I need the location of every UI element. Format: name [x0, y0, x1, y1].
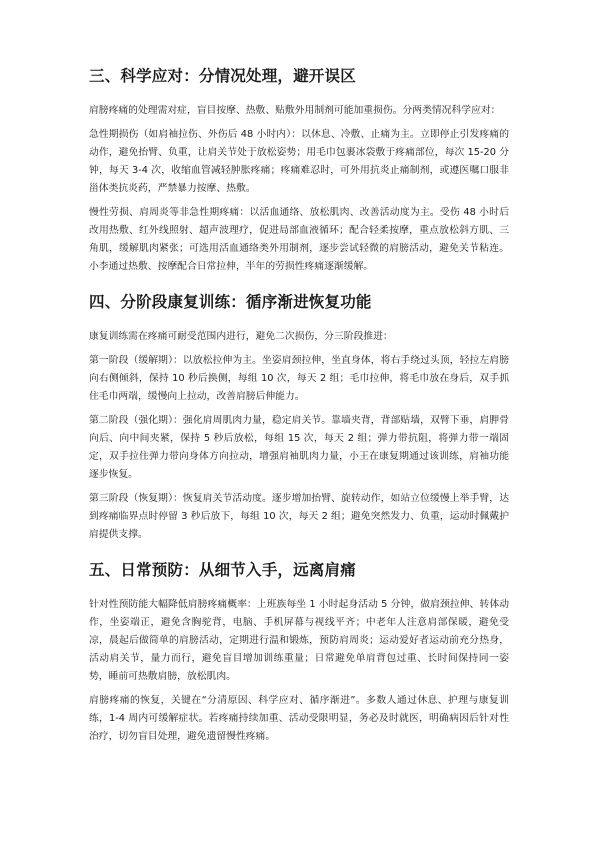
- section-3-paragraph-3: 慢性劳损、肩周炎等非急性期疼痛：以活血通络、放松肌肉、改善活动度为主。受伤 48 小时后改用热敷、红外线照射、超声波理疗，促进局部血液循环；配合轻柔按摩，重点放松斜方肌、三角肌，缓解肌肉紧张；可选用活血通络类外用制剂，逐步尝试轻微的肩膀活动，避免关节粘连。小李通过热敷、按摩配合日常拉伸，半年的劳损性疼痛逐渐缓解。: [89, 207, 509, 272]
- section-heading-4: 四、分阶段康复训练：循序渐进恢复功能: [89, 293, 372, 311]
- section-4-paragraph-3: 第二阶段（强化期）：强化肩周肌肉力量，稳定肩关节。靠墙夹背，背部贴墙，双臂下垂，肩胛骨向后、向中间夹紧，保持 5 秒后放松，每组 15 次，每天 2 组；弹力带抗阻，将弹力带一端固定，双手拉住弹力带向身体方向拉动，增强肩袖肌肉力量，小王在康复期通过该训练，肩袖功能逐步恢复。: [89, 415, 509, 480]
- section-5-paragraph-1: 针对性预防能大幅降低肩膀疼痛概率：上班族每坐 1 小时起身活动 5 分钟，做肩颈拉伸、转体动作，坐姿端正，避免含胸驼背，电脑、手机屏幕与视线平齐；中老年人注意肩部保暖，避免受凉，晨起后做简单的肩膀活动，定期进行温和锻炼，预防肩周炎；运动爱好者运动前充分热身，活动肩关节，量力而行，避免盲目增加训练重量；日常避免单肩背包过重、长时间保持同一姿势，睡前可热敷肩膀，放松肌肉。: [89, 599, 509, 682]
- section-heading-5: 五、日常预防：从细节入手，远离肩痛: [89, 561, 356, 579]
- section-3-paragraph-2: 急性期损伤（如肩袖拉伤、外伤后 48 小时内）：以休息、冷敷、止痛为主。立即停止引发疼痛的动作，避免抬臂、负重，让肩关节处于放松姿势；用毛巾包裹冰袋敷于疼痛部位，每次 15-20 分钟，每天 3-4 次，收缩血管减轻肿胀疼痛；疼痛难忍时，可外用抗炎止痛制剂，或遵医嘱口服非甾体类抗炎药，严禁暴力按摩、热敷。: [89, 129, 509, 194]
- section-3-paragraph-1: 肩膀疼痛的处理需对症，盲目按摩、热敷、贴敷外用制剂可能加重损伤。分两类情况科学应对：: [89, 105, 501, 116]
- section-5-paragraph-2: 肩膀疼痛的恢复，关键在“分清原因、科学应对、循序渐进”。多数人通过休息、护理与康复训练，1-4 周内可缓解症状。若疼痛持续加重、活动受限明显，务必及时就医，明确病因后针对性治疗，切勿盲目处理，避免遗留慢性疼痛。: [89, 695, 509, 742]
- section-4-paragraph-2: 第一阶段（缓解期）：以放松拉伸为主。坐姿肩颈拉伸，坐直身体，将右手绕过头顶，轻拉左肩膀向右侧倾斜，保持 10 秒后换侧，每组 10 次，每天 2 组；毛巾拉伸，将毛巾放在身后，双手抓住毛巾两端，缓慢向上拉动，改善肩膀后伸能力。: [89, 355, 509, 402]
- section-4-paragraph-4: 第三阶段（恢复期）：恢复肩关节活动度。逐步增加抬臂、旋转动作，如站立位缓慢上举手臂，达到疼痛临界点时停留 3 秒后放下，每组 10 次，每天 2 组；避免突然发力、负重，运动时佩戴护肩提供支撑。: [89, 493, 509, 540]
- section-4-paragraph-1: 康复训练需在疼痛可耐受范围内进行，避免二次损伤，分三阶段推进：: [89, 331, 393, 342]
- document-body: [89, 66, 509, 746]
- section-heading-3: 三、科学应对：分情况处理，避开误区: [89, 67, 356, 85]
